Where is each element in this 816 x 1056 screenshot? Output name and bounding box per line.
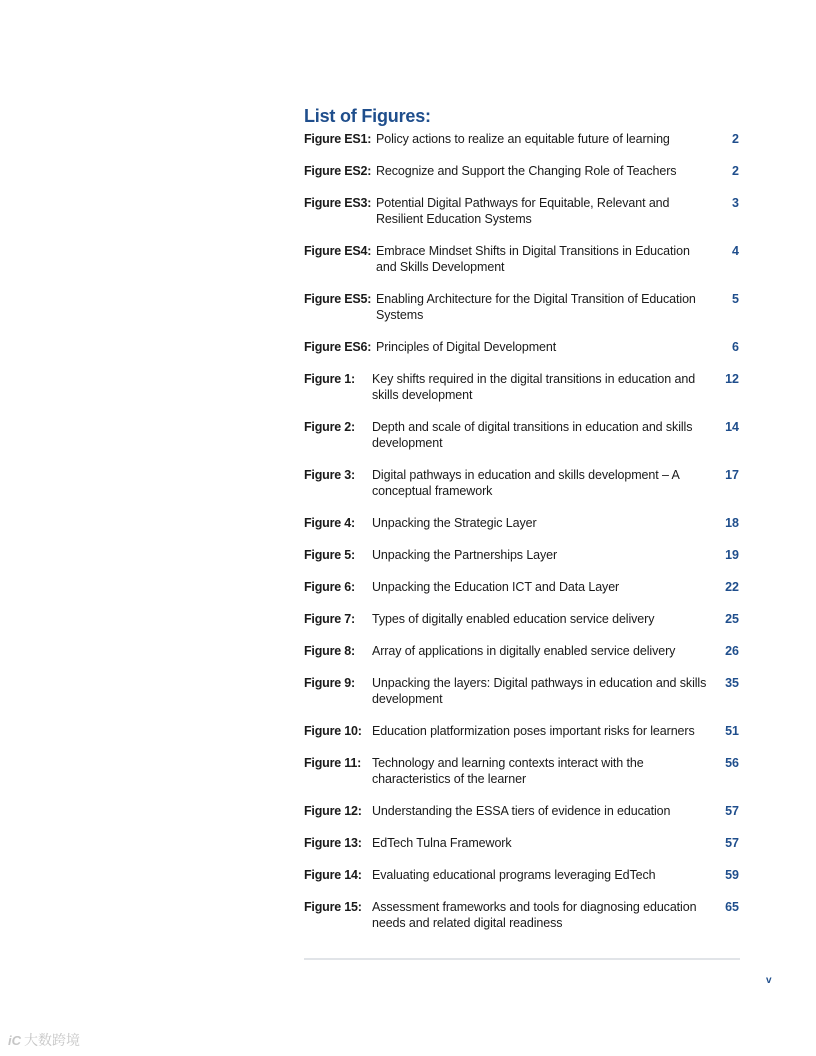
figure-title[interactable]: Unpacking the layers: Digital pathways in education and skills development [372,676,707,706]
figure-page-number[interactable]: 17 [725,468,739,482]
figure-label: Figure ES1: [304,132,372,146]
figure-page-number[interactable]: 22 [725,580,739,594]
figure-title[interactable]: Recognize and Support the Changing Role of Teachers [376,164,677,178]
figure-label: Figure 14: [304,868,362,882]
figure-label: Figure 2: [304,420,355,434]
figure-page-number[interactable]: 14 [725,420,739,434]
figure-entry[interactable] [304,515,740,531]
figure-page-number[interactable]: 25 [725,612,739,626]
figure-entry[interactable] [304,755,740,787]
figure-entry[interactable] [304,867,740,883]
figure-label: Figure 4: [304,516,355,530]
page-title: List of Figures: [304,106,431,127]
figure-page-number[interactable]: 19 [725,548,739,562]
figure-entry[interactable] [304,803,740,819]
figure-label: Figure ES4: [304,244,372,258]
watermark [8,1030,80,1050]
figure-page-number[interactable]: 2 [732,132,739,146]
figure-label: Figure 3: [304,468,355,482]
figure-title[interactable]: Embrace Mindset Shifts in Digital Transitions in Education and Skills Development [376,244,690,274]
figure-label: Figure 6: [304,580,355,594]
figure-label: Figure 1: [304,372,355,386]
figure-page-number[interactable]: 18 [725,516,739,530]
figure-entry[interactable] [304,723,740,739]
figure-label: Figure 7: [304,612,355,626]
figure-label: Figure ES3: [304,196,372,210]
figure-entry[interactable] [304,899,740,931]
figure-page-number[interactable]: 6 [732,340,739,354]
figure-title[interactable]: Enabling Architecture for the Digital Transition of Education Systems [376,292,696,322]
figure-entry[interactable] [304,163,740,179]
figure-title[interactable]: Evaluating educational programs leveraging EdTech [372,868,656,882]
figure-label: Figure 15: [304,900,362,914]
figure-label: Figure 5: [304,548,355,562]
figure-title[interactable]: Technology and learning contexts interact with the characteristics of the learner [372,756,644,786]
figure-title[interactable]: Policy actions to realize an equitable future of learning [376,132,670,146]
figure-title[interactable]: Potential Digital Pathways for Equitable, Relevant and Resilient Education Systems [376,196,670,226]
figure-entry[interactable] [304,339,740,355]
figure-page-number[interactable]: 35 [725,676,739,690]
figure-title[interactable]: Types of digitally enabled education service delivery [372,612,655,626]
figure-entry[interactable] [304,195,740,227]
figure-title[interactable]: Assessment frameworks and tools for diagnosing education needs and related digital readiness [372,900,697,930]
divider [304,958,740,960]
figure-title[interactable]: Unpacking the Strategic Layer [372,516,537,530]
figure-entry[interactable] [304,467,740,499]
page-number: v [766,975,772,986]
figure-label: Figure 9: [304,676,355,690]
figure-entry[interactable] [304,291,740,323]
figure-title[interactable]: Depth and scale of digital transitions in education and skills development [372,420,693,450]
figure-entry[interactable] [304,371,740,403]
figure-list [304,131,740,947]
figure-title[interactable]: Education platformization poses important risks for learners [372,724,695,738]
figure-entry[interactable] [304,547,740,563]
figure-page-number[interactable]: 3 [732,196,739,210]
watermark-logo: iC [8,1032,21,1048]
figure-label: Figure ES2: [304,164,372,178]
figure-title[interactable]: Principles of Digital Development [376,340,557,354]
figure-page-number[interactable]: 51 [725,724,739,738]
figure-page-number[interactable]: 57 [725,804,739,818]
figure-page-number[interactable]: 26 [725,644,739,658]
figure-label: Figure ES5: [304,292,372,306]
figure-page-number[interactable]: 59 [725,868,739,882]
figure-label: Figure ES6: [304,340,372,354]
figure-entry[interactable] [304,579,740,595]
figure-label: Figure 8: [304,644,355,658]
figure-title[interactable]: Key shifts required in the digital transitions in education and skills development [372,372,696,402]
figure-label: Figure 13: [304,836,362,850]
figure-page-number[interactable]: 57 [725,836,739,850]
figure-entry[interactable] [304,835,740,851]
figure-label: Figure 10: [304,724,362,738]
figure-title[interactable]: Unpacking the Partnerships Layer [372,548,558,562]
figure-entry[interactable] [304,675,740,707]
figure-title[interactable]: Understanding the ESSA tiers of evidence in education [372,804,671,818]
figure-page-number[interactable]: 2 [732,164,739,178]
figure-label: Figure 12: [304,804,362,818]
figure-entry[interactable] [304,611,740,627]
figure-title[interactable]: Array of applications in digitally enabled service delivery [372,644,676,658]
figure-entry[interactable] [304,643,740,659]
figure-title[interactable]: EdTech Tulna Framework [372,836,512,850]
figure-title[interactable]: Unpacking the Education ICT and Data Layer [372,580,620,594]
figure-page-number[interactable]: 56 [725,756,739,770]
figure-title[interactable]: Digital pathways in education and skills development – A conceptual framework [372,468,680,498]
figure-label: Figure 11: [304,756,362,770]
watermark-text: 大数跨境 [24,1032,80,1048]
figure-page-number[interactable]: 65 [725,900,739,914]
figure-page-number[interactable]: 5 [732,292,739,306]
figure-entry[interactable] [304,419,740,451]
figure-page-number[interactable]: 12 [725,372,739,386]
figure-entry[interactable] [304,243,740,275]
figure-page-number[interactable]: 4 [732,244,739,258]
figure-entry[interactable] [304,131,740,147]
